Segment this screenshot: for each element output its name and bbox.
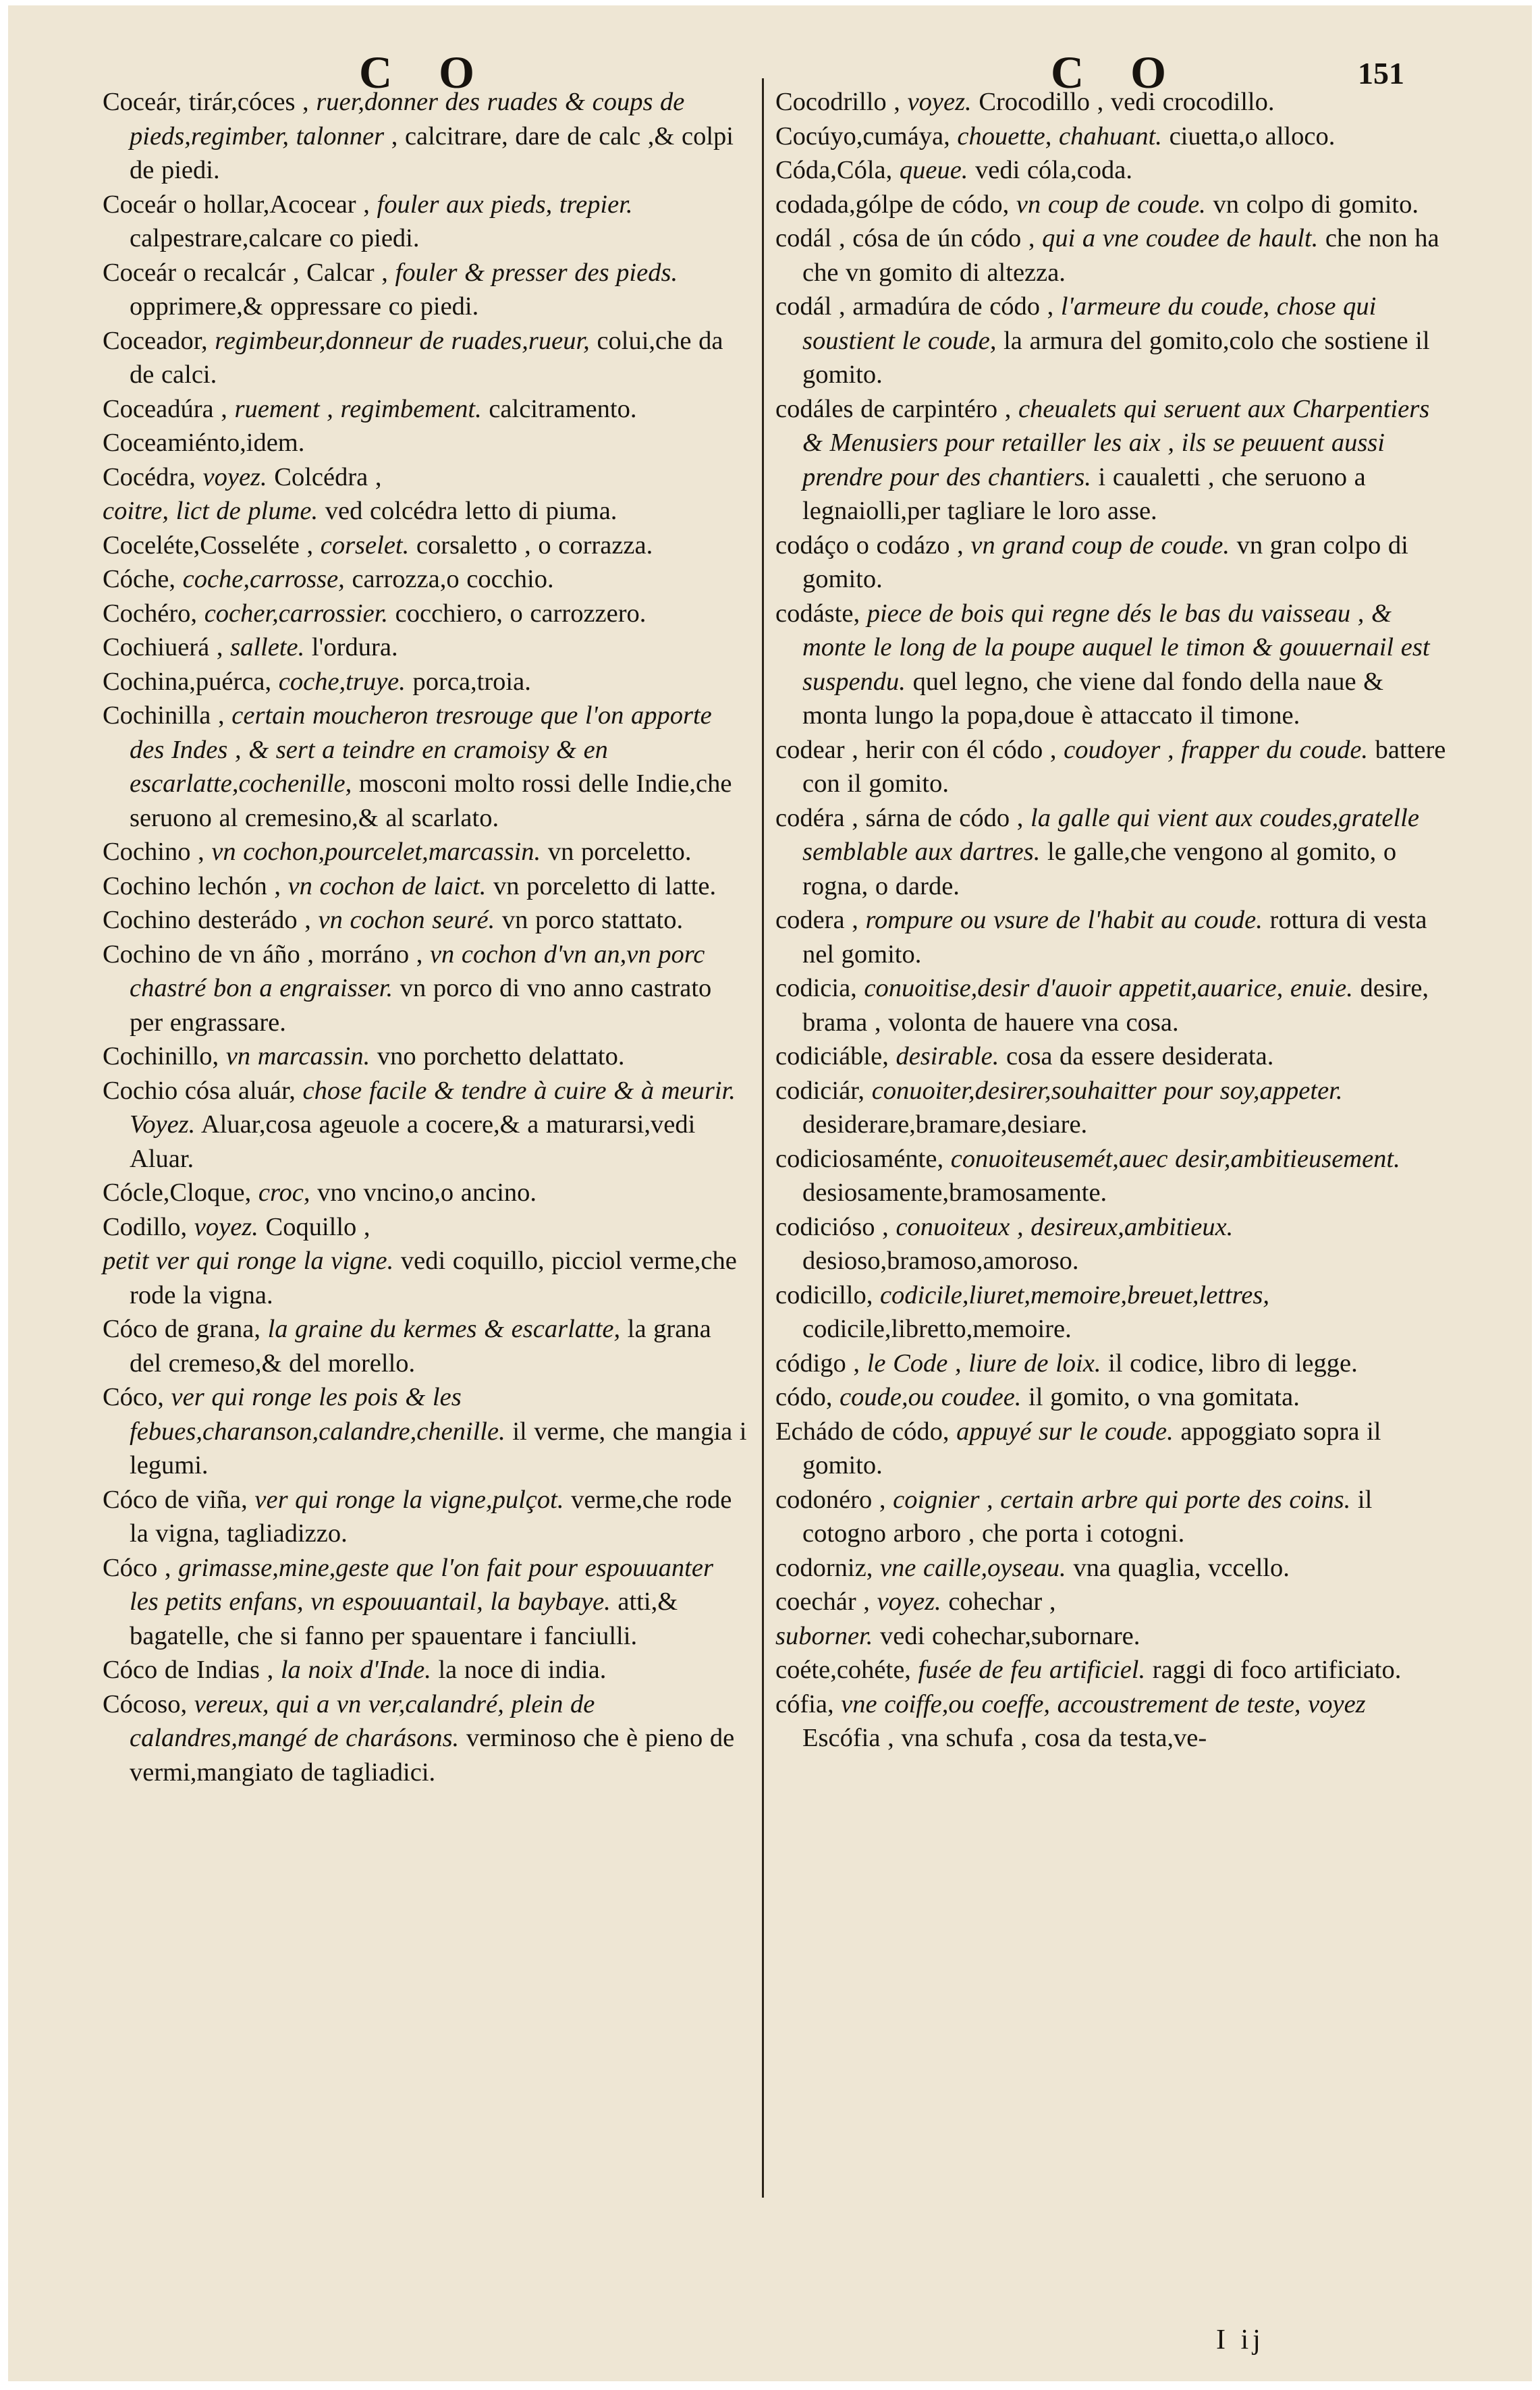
dictionary-entry bbox=[103, 256, 747, 324]
italian-gloss: calpestrare,calcare co piedi. bbox=[130, 224, 420, 252]
dictionary-entry bbox=[775, 1585, 1450, 1619]
french-gloss: fouler & presser des pieds. bbox=[395, 258, 678, 287]
french-gloss: coitre, lict de plume. bbox=[103, 497, 319, 525]
french-gloss: vn cochon d'vn an,vn porc chastré bon a engraisser. bbox=[130, 940, 705, 1002]
headword: codáles de carpintéro , bbox=[775, 394, 1012, 423]
headword: Cóco de viña, bbox=[103, 1485, 248, 1514]
dictionary-entry bbox=[103, 494, 747, 528]
headword: Coceár o recalcár , Calcar , bbox=[103, 258, 388, 287]
headword: Cochino de vn áño , morráno , bbox=[103, 940, 423, 969]
italian-gloss: , calcitrare, dare de calc ,& colpi de piedi. bbox=[130, 121, 734, 184]
french-gloss: vn marcassin. bbox=[225, 1042, 370, 1070]
dictionary-entry bbox=[103, 1687, 747, 1790]
dictionary-entry bbox=[103, 1380, 747, 1483]
headword: codáste, bbox=[775, 599, 860, 628]
italian-gloss: colui,che da de calci. bbox=[130, 326, 723, 389]
french-gloss: appuyé sur le coude. bbox=[956, 1417, 1174, 1446]
headword: Cochinilla , bbox=[103, 701, 225, 730]
headword: codonéro , bbox=[775, 1485, 886, 1514]
italian-gloss: ciuetta,o alloco. bbox=[1169, 121, 1336, 151]
french-gloss: qui a vne coudee de hault. bbox=[1042, 224, 1319, 252]
headword: codicia, bbox=[775, 974, 857, 1002]
italian-gloss: desire, brama , volonta de hauere vna cosa. bbox=[802, 974, 1429, 1037]
dictionary-entry bbox=[775, 1074, 1450, 1142]
headword: Cochéro, bbox=[103, 599, 198, 628]
italian-gloss: appoggiato sopra il gomito. bbox=[802, 1417, 1381, 1479]
dictionary-entry bbox=[103, 1074, 747, 1176]
dictionary-entry bbox=[775, 1278, 1450, 1347]
headword: Cocodrillo , bbox=[775, 88, 900, 116]
dictionary-entry bbox=[775, 85, 1450, 119]
headword: Cochino , bbox=[103, 838, 204, 866]
dictionary-entry bbox=[103, 324, 747, 392]
dictionary-entry bbox=[103, 1551, 747, 1654]
dictionary-entry bbox=[103, 665, 747, 699]
italian-gloss: battere con il gomito. bbox=[802, 735, 1446, 798]
headword: Coceadúra , bbox=[103, 394, 227, 423]
italian-gloss: la noce di india. bbox=[438, 1656, 607, 1684]
french-gloss: chose facile & tendre à cuire & à meurir. Voyez. bbox=[130, 1076, 736, 1139]
dictionary-entry bbox=[103, 869, 747, 904]
italian-gloss: vn porco di vno anno castrato per engrassare. bbox=[130, 974, 712, 1037]
headword: Codillo, bbox=[103, 1212, 188, 1241]
french-gloss: petit ver qui ronge la vigne. bbox=[103, 1247, 394, 1275]
headword: codiciár, bbox=[775, 1076, 865, 1105]
french-gloss: l'armeure du coude, chose qui soustient le coude, bbox=[802, 292, 1377, 355]
french-gloss: voyez. bbox=[202, 462, 267, 491]
headword: Echádo de códo, bbox=[775, 1417, 950, 1446]
italian-gloss: atti,& bagatelle, che si fanno per spauentare i fanciulli. bbox=[130, 1587, 678, 1650]
italian-gloss: ved colcédra letto di piuma. bbox=[325, 497, 617, 525]
french-gloss: desirable. bbox=[896, 1042, 999, 1070]
italian-gloss: Coquillo , bbox=[265, 1212, 370, 1241]
headword: Cochino lechón , bbox=[103, 871, 281, 900]
french-gloss: vne coiffe,ou coeffe, accoustrement de teste, voyez bbox=[841, 1689, 1366, 1718]
dictionary-entry bbox=[103, 630, 747, 665]
italian-gloss: carrozza,o cocchio. bbox=[352, 565, 554, 593]
french-gloss: rompure ou vsure de l'habit au coude. bbox=[865, 906, 1263, 934]
italian-gloss: l'ordura. bbox=[311, 633, 398, 661]
french-gloss: vn cochon seuré. bbox=[318, 906, 495, 934]
french-gloss: ruement , regimbement. bbox=[234, 394, 482, 423]
dictionary-entry bbox=[775, 597, 1450, 733]
left-column bbox=[103, 85, 747, 1789]
headword: Cochina,puérca, bbox=[103, 667, 272, 696]
italian-gloss: vn gran colpo di gomito. bbox=[802, 531, 1408, 593]
column-divider bbox=[762, 78, 764, 2198]
italian-gloss: porca,troia. bbox=[412, 667, 531, 696]
italian-gloss: raggi di foco artificiato. bbox=[1152, 1656, 1402, 1684]
italian-gloss: la grana del cremeso,& del morello. bbox=[130, 1315, 711, 1378]
italian-gloss: vn porco stattato. bbox=[501, 906, 684, 934]
headword: codál , armadúra de códo , bbox=[775, 292, 1054, 321]
dictionary-entry bbox=[775, 1551, 1450, 1585]
headword: Cóco de grana, bbox=[103, 1315, 260, 1343]
italian-gloss: Escófia , vna schufa , cosa da testa,ve- bbox=[802, 1724, 1207, 1752]
headword: Cóche, bbox=[103, 565, 175, 593]
french-gloss: la galle qui vient aux coudes,gratelle semblable aux dartres. bbox=[802, 803, 1419, 866]
french-gloss: regimbeur,donneur de ruades,rueur, bbox=[215, 326, 590, 355]
french-gloss: vn grand coup de coude. bbox=[970, 531, 1230, 560]
headword: Cochinillo, bbox=[103, 1042, 219, 1070]
italian-gloss: il verme, che mangia i legumi. bbox=[130, 1417, 747, 1479]
dictionary-entry bbox=[103, 188, 747, 256]
dictionary-entry bbox=[775, 1687, 1450, 1756]
french-gloss: vn coup de coude. bbox=[1016, 190, 1206, 219]
headword: Cóco de Indias , bbox=[103, 1656, 274, 1684]
page-number: 151 bbox=[1358, 56, 1404, 90]
dictionary-entry bbox=[775, 188, 1450, 222]
headword: coechár , bbox=[775, 1587, 870, 1616]
dictionary-entry bbox=[103, 1483, 747, 1551]
headword: Cóco, bbox=[103, 1383, 164, 1411]
french-gloss: ver qui ronge la vigne,pulçot. bbox=[254, 1485, 564, 1514]
headword: codál , cósa de ún códo , bbox=[775, 224, 1035, 252]
headword: codear , herir con él códo , bbox=[775, 735, 1057, 764]
dictionary-entry bbox=[103, 562, 747, 597]
italian-gloss: vn porceletto. bbox=[547, 838, 692, 866]
italian-gloss: opprimere,& oppressare co piedi. bbox=[130, 292, 479, 321]
french-gloss: queue. bbox=[899, 156, 968, 184]
headword: Coceador, bbox=[103, 326, 208, 355]
headword: códo, bbox=[775, 1383, 833, 1411]
italian-gloss: il codice, libro di legge. bbox=[1108, 1349, 1358, 1378]
headword: Cochio cósa aluár, bbox=[103, 1076, 296, 1105]
headword: codicillo, bbox=[775, 1280, 873, 1309]
french-gloss: conuoiteux , desireux,ambitieux. bbox=[896, 1212, 1234, 1241]
french-gloss: coudoyer , frapper du coude. bbox=[1064, 735, 1369, 764]
italian-gloss: il gomito, o vna gomitata. bbox=[1028, 1383, 1300, 1411]
dictionary-entry bbox=[775, 1347, 1450, 1381]
dictionary-entry bbox=[775, 1142, 1450, 1210]
italian-gloss: vn colpo di gomito. bbox=[1213, 190, 1419, 219]
french-gloss: voyez. bbox=[877, 1587, 941, 1616]
italian-gloss: cocchiero, o carrozzero. bbox=[395, 599, 647, 628]
headword: Cocédra, bbox=[103, 462, 196, 491]
dictionary-entry bbox=[103, 597, 747, 631]
headword: codáço o codázo , bbox=[775, 531, 964, 560]
dictionary-entry bbox=[775, 528, 1450, 597]
right-column bbox=[775, 85, 1450, 1756]
headword: codada,gólpe de códo, bbox=[775, 190, 1010, 219]
italian-gloss: le galle,che vengono al gomito, o rogna, o darde. bbox=[802, 838, 1397, 900]
headword: Coceléte,Cosseléte , bbox=[103, 531, 314, 560]
french-gloss: vn cochon de laict. bbox=[287, 871, 487, 900]
headword: Cócoso, bbox=[103, 1689, 188, 1718]
dictionary-entry bbox=[103, 1210, 747, 1245]
french-gloss: voyez. bbox=[907, 88, 972, 116]
dictionary-entry bbox=[775, 1619, 1450, 1654]
headword: código , bbox=[775, 1349, 860, 1378]
dictionary-entry bbox=[103, 1176, 747, 1210]
french-gloss: voyez. bbox=[194, 1212, 258, 1241]
headword: Códa,Cóla, bbox=[775, 156, 893, 184]
french-gloss: coignier , certain arbre qui porte des coins. bbox=[893, 1485, 1351, 1514]
dictionary-entry bbox=[775, 1653, 1450, 1687]
italian-gloss: il cotogno arboro , che porta i cotogni. bbox=[802, 1485, 1373, 1548]
french-gloss: vn cochon,pourcelet,marcassin. bbox=[211, 838, 541, 866]
dictionary-entry bbox=[103, 938, 747, 1040]
italian-gloss: i caualetti , che seruono a legnaiolli,per tagliare le loro asse. bbox=[802, 462, 1366, 525]
headword: Coceamiénto,idem. bbox=[103, 429, 305, 457]
headword: codorniz, bbox=[775, 1553, 873, 1582]
headword: Coceár, tirár,cóces , bbox=[103, 88, 309, 116]
italian-gloss: rottura di vesta nel gomito. bbox=[802, 906, 1427, 969]
headword: Cochiuerá , bbox=[103, 633, 223, 661]
dictionary-entry bbox=[103, 903, 747, 938]
dictionary-entry bbox=[775, 153, 1450, 188]
italian-gloss: corsaletto , o corrazza. bbox=[416, 531, 653, 560]
dictionary-entry bbox=[103, 392, 747, 427]
italian-gloss: vn porceletto di latte. bbox=[493, 871, 717, 900]
dictionary-entry bbox=[775, 119, 1450, 154]
italian-gloss: calcitramento. bbox=[489, 394, 637, 423]
italian-gloss: che non ha che vn gomito di altezza. bbox=[802, 224, 1439, 287]
dictionary-entry bbox=[775, 1415, 1450, 1483]
french-gloss: ruer,donner des ruades & coups de pieds,regimber, talonner bbox=[130, 88, 685, 151]
italian-gloss: verminoso che è pieno de vermi,mangiato de tagliadici. bbox=[130, 1724, 735, 1787]
headword: cófia, bbox=[775, 1689, 834, 1718]
headword: Cocúyo,cumáya, bbox=[775, 121, 950, 151]
italian-gloss: vedi coquillo, picciol verme,che rode la vigna. bbox=[130, 1247, 737, 1309]
french-gloss: le Code , liure de loix. bbox=[867, 1349, 1101, 1378]
headword: codera , bbox=[775, 906, 858, 934]
french-gloss: coche,truye. bbox=[278, 667, 406, 696]
french-gloss: vne caille,oyseau. bbox=[879, 1553, 1066, 1582]
headword: Coceár o hollar,Acocear , bbox=[103, 190, 370, 219]
dictionary-entry bbox=[103, 1312, 747, 1380]
italian-gloss: Colcédra , bbox=[274, 462, 382, 491]
dictionary-entry bbox=[103, 426, 747, 460]
italian-gloss: codicile,libretto,memoire. bbox=[802, 1315, 1072, 1343]
dictionary-entry bbox=[775, 1039, 1450, 1074]
french-gloss: coude,ou coudee. bbox=[840, 1383, 1022, 1411]
italian-gloss: vedi cohechar,subornare. bbox=[880, 1621, 1140, 1650]
book-page bbox=[8, 5, 1532, 2381]
headword: codiciosaménte, bbox=[775, 1144, 944, 1173]
french-gloss: grimasse,mine,geste que l'on fait pour espouuanter les petits enfans, vn espouuantail, la baybaye. bbox=[130, 1553, 713, 1616]
french-gloss: suborner. bbox=[775, 1621, 873, 1650]
italian-gloss: mosconi molto rossi delle Indie,che seruono al cremesino,& al scarlato. bbox=[130, 769, 732, 832]
dictionary-entry bbox=[775, 801, 1450, 904]
italian-gloss: Crocodillo , vedi crocodillo. bbox=[979, 88, 1275, 116]
french-gloss: piece de bois qui regne dés le bas du vaisseau , & monte le long de la poupe auquel le timon & gouuernail est suspendu. bbox=[802, 599, 1430, 696]
headword: coéte,cohéte, bbox=[775, 1656, 911, 1684]
french-gloss: coche,carrosse, bbox=[182, 565, 345, 593]
italian-gloss: desioso,bramoso,amoroso. bbox=[802, 1247, 1079, 1275]
italian-gloss: verme,che rode la vigna, tagliadizzo. bbox=[130, 1485, 732, 1548]
french-gloss: certain moucheron tresrouge que l'on apporte des Indes , & sert a teindre en cramoisy & en escarlatte,cochenille, bbox=[130, 701, 712, 798]
headword: codiciáble, bbox=[775, 1042, 889, 1070]
header-right-letters: C O bbox=[1051, 47, 1184, 98]
italian-gloss: desiderare,bramare,desiare. bbox=[802, 1110, 1088, 1139]
dictionary-entry bbox=[775, 971, 1450, 1039]
french-gloss: cheualets qui seruent aux Charpentiers & Menusiers pour retailler les aix , ils se peuuent aussi prendre pour des chantiers. bbox=[802, 394, 1430, 491]
dictionary-entry bbox=[103, 1244, 747, 1312]
italian-gloss: cohechar , bbox=[948, 1587, 1056, 1616]
french-gloss: vereux, qui a vn ver,calandré, plein de calandres,mangé de charásons. bbox=[130, 1689, 595, 1752]
headword: codéra , sárna de códo , bbox=[775, 803, 1024, 832]
french-gloss: ver qui ronge les pois & les febues,charanson,calandre,chenille. bbox=[130, 1383, 505, 1446]
italian-gloss: vno porchetto delattato. bbox=[377, 1042, 625, 1070]
french-gloss: conuoiteusemét,auec desir,ambitieusement. bbox=[950, 1144, 1400, 1173]
headword: codicióso , bbox=[775, 1212, 889, 1241]
dictionary-entry bbox=[103, 1039, 747, 1074]
dictionary-entry bbox=[103, 85, 747, 188]
headword: Cóco , bbox=[103, 1553, 171, 1582]
headword: Cochino desterádo , bbox=[103, 906, 311, 934]
french-gloss: conuoitise,desir d'auoir appetit,auarice, enuie. bbox=[864, 974, 1353, 1002]
dictionary-entry bbox=[103, 460, 747, 495]
french-gloss: sallete. bbox=[230, 633, 305, 661]
dictionary-entry bbox=[103, 835, 747, 869]
dictionary-entry bbox=[103, 528, 747, 563]
italian-gloss: la armura del gomito,colo che sostiene il gomito. bbox=[802, 326, 1430, 389]
french-gloss: fouler aux pieds, trepier. bbox=[377, 190, 633, 219]
italian-gloss: quel legno, che viene dal fondo della naue & monta lungo la popa,doue è attaccato il timone. bbox=[802, 667, 1384, 730]
dictionary-entry bbox=[775, 1380, 1450, 1415]
italian-gloss: vedi cóla,coda. bbox=[975, 156, 1133, 184]
headword: Cócle,Cloque, bbox=[103, 1178, 252, 1207]
italian-gloss: desiosamente,bramosamente. bbox=[802, 1178, 1107, 1207]
french-gloss: croc, bbox=[258, 1178, 310, 1207]
dictionary-entry bbox=[775, 290, 1450, 392]
french-gloss: cocher,carrossier. bbox=[204, 599, 389, 628]
italian-gloss: vno vncino,o ancino. bbox=[317, 1178, 537, 1207]
french-gloss: la graine du kermes & escarlatte, bbox=[267, 1315, 621, 1343]
dictionary-entry bbox=[775, 1483, 1450, 1551]
french-gloss: conuoiter,desirer,souhaitter pour soy,appeter. bbox=[871, 1076, 1343, 1105]
dictionary-entry bbox=[103, 699, 747, 835]
french-gloss: la noix d'Inde. bbox=[280, 1656, 431, 1684]
italian-gloss: cosa da essere desiderata. bbox=[1006, 1042, 1274, 1070]
french-gloss: corselet. bbox=[320, 531, 410, 560]
italian-gloss: Aluar,cosa ageuole a cocere,& a maturarsi,vedi Aluar. bbox=[130, 1110, 696, 1173]
dictionary-entry bbox=[775, 221, 1450, 290]
dictionary-entry bbox=[775, 903, 1450, 971]
dictionary-entry bbox=[775, 1210, 1450, 1278]
header-left-letters: C O bbox=[359, 47, 492, 98]
french-gloss: fusée de feu artificiel. bbox=[918, 1656, 1146, 1684]
dictionary-entry bbox=[775, 392, 1450, 528]
french-gloss: codicile,liuret,memoire,breuet,lettres, bbox=[879, 1280, 1269, 1309]
dictionary-entry bbox=[775, 733, 1450, 801]
french-gloss: chouette, chahuant. bbox=[957, 121, 1162, 151]
signature-mark: I ij bbox=[1216, 2325, 1265, 2356]
italian-gloss: vna quaglia, vccello. bbox=[1073, 1553, 1290, 1582]
dictionary-entry bbox=[103, 1653, 747, 1687]
